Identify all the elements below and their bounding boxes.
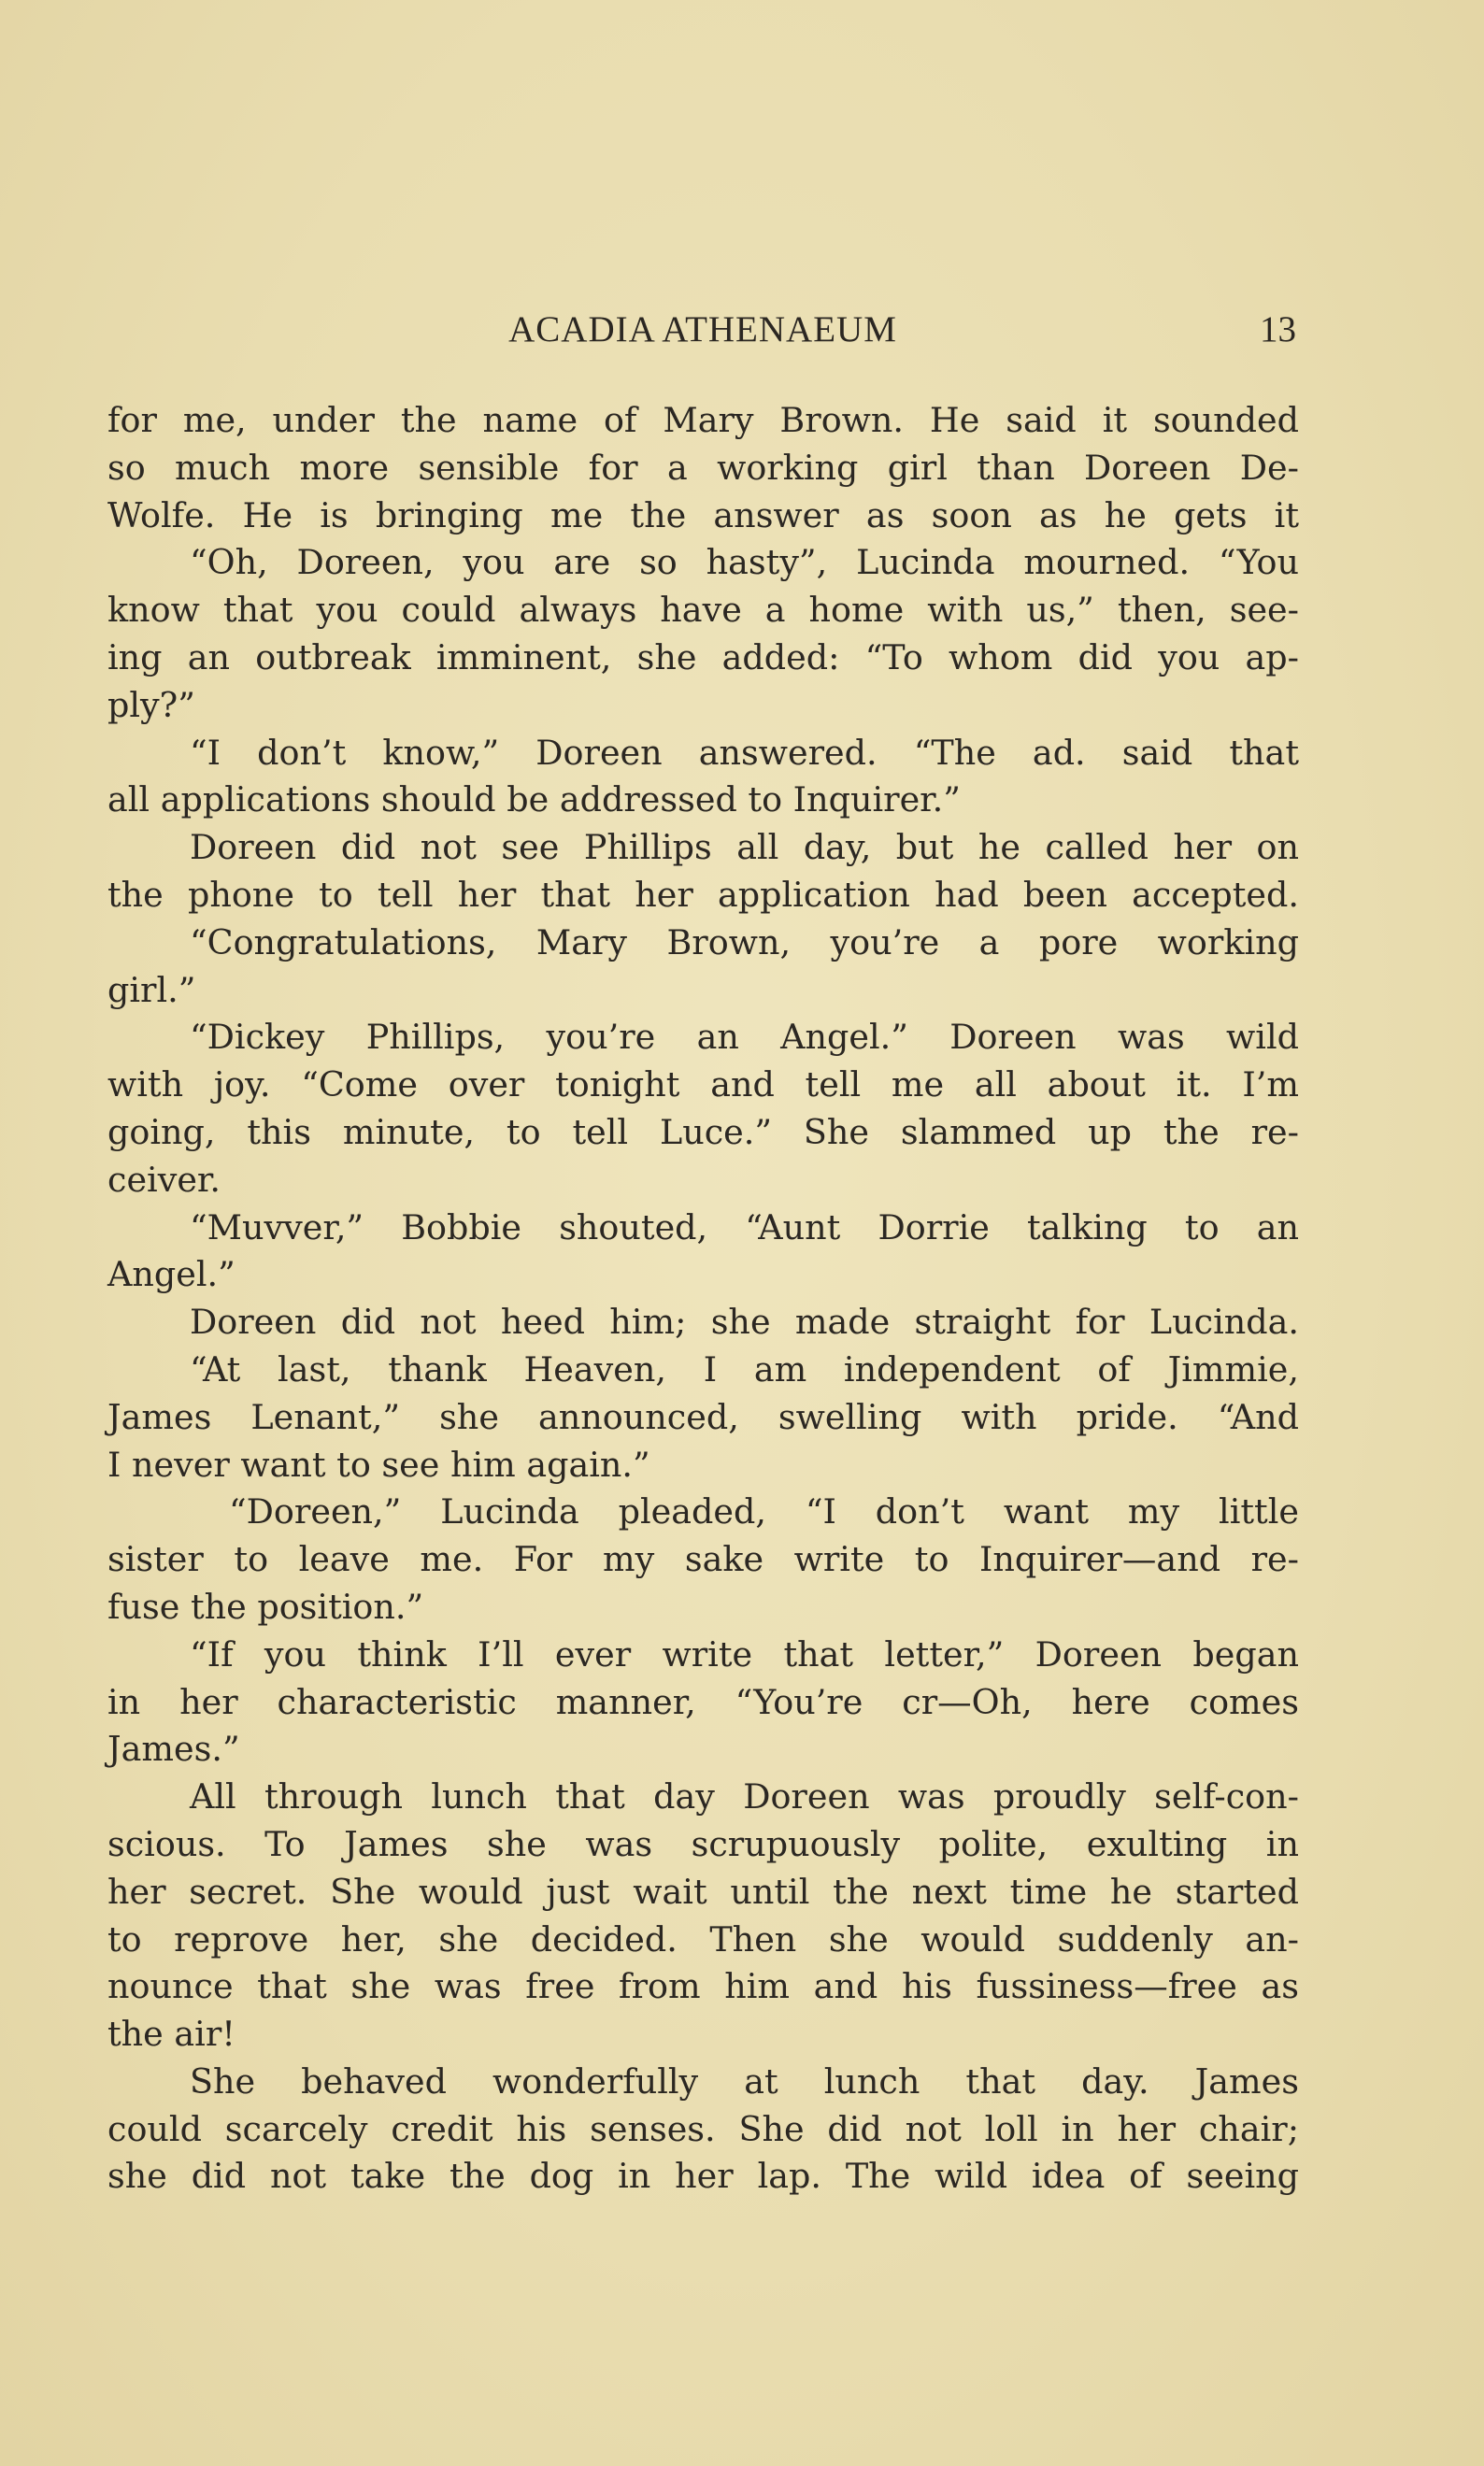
text-line: sister to leave me. For my sake write to Inquirer—and re- bbox=[107, 1539, 1299, 1580]
text-line: She behaved wonderfully at lunch that day. James bbox=[190, 2060, 1299, 2102]
text-line: “Dickey Phillips, you’re an Angel.” Doreen was wild bbox=[190, 1017, 1299, 1058]
text-line: James.” bbox=[107, 1729, 240, 1770]
body-text bbox=[107, 397, 1299, 2201]
text-line: “I don’t know,” Doreen answered. “The ad. said that bbox=[190, 732, 1299, 773]
text-line: “Congratulations, Mary Brown, you’re a pore working bbox=[190, 921, 1299, 962]
text-line: ing an outbreak imminent, she added: “To whom did you ap- bbox=[107, 636, 1299, 677]
text-lines bbox=[107, 397, 1299, 2201]
text-line: I never want to see him again.” bbox=[107, 1444, 650, 1485]
text-line: Angel.” bbox=[107, 1254, 235, 1295]
text-line: she did not take the dog in her lap. The wild idea of seeing bbox=[107, 2156, 1299, 2197]
text-line: for me, under the name of Mary Brown. He said it sounded bbox=[107, 400, 1299, 440]
text-line: “If you think I’ll ever write that letter,” Doreen began bbox=[190, 1633, 1299, 1675]
text-line: scious. To James she was scrupuously polite, exulting in bbox=[107, 1823, 1299, 1864]
text-line: her secret. She would just wait until the next time he started bbox=[107, 1871, 1299, 1912]
running-head bbox=[109, 308, 1296, 361]
text-line: fuse the position.” bbox=[107, 1586, 424, 1627]
text-line: girl.” bbox=[107, 969, 196, 1010]
text-line: ceiver. bbox=[107, 1159, 221, 1200]
page-number: 13 bbox=[1260, 309, 1296, 349]
text-line: the phone to tell her that her application had been accepted. bbox=[107, 874, 1299, 915]
text-line: so much more sensible for a working girl than Doreen De- bbox=[107, 447, 1299, 488]
text-line: All through lunch that day Doreen was proudly self-con- bbox=[190, 1776, 1299, 1817]
text-line: could scarcely credit his senses. She did not loll in her chair; bbox=[107, 2108, 1299, 2149]
text-line: the air! bbox=[107, 2014, 235, 2055]
text-line: Doreen did not see Phillips all day, but he called her on bbox=[190, 827, 1299, 868]
text-line: in her characteristic manner, “You’re cr—Oh, here comes bbox=[107, 1681, 1299, 1722]
text-line: nounce that she was free from him and his fussiness—free as bbox=[107, 1966, 1299, 2007]
text-line: Wolfe. He is bringing me the answer as soon as he gets it bbox=[107, 494, 1299, 535]
running-head-title: ACADIA ATHENAEUM bbox=[508, 309, 897, 349]
text-line: to reprove her, she decided. Then she would suddenly an- bbox=[107, 1918, 1299, 1960]
text-line: “At last, thank Heaven, I am independent of Jimmie, bbox=[190, 1348, 1299, 1390]
text-line: “Oh, Doreen, you are so hasty”, Lucinda mourned. “You bbox=[190, 542, 1299, 583]
text-line: Doreen did not heed him; she made straight for Lucinda. bbox=[190, 1302, 1299, 1343]
text-line: all applications should be addressed to Inquirer.” bbox=[107, 779, 961, 820]
text-line: “Doreen,” Lucinda pleaded, “I don’t want my little bbox=[229, 1491, 1299, 1532]
text-line: James Lenant,” she announced, swelling with pride. “And bbox=[107, 1396, 1299, 1437]
text-line: know that you could always have a home with us,” then, see- bbox=[107, 590, 1299, 631]
text-line: going, this minute, to tell Luce.” She slammed up the re- bbox=[107, 1111, 1299, 1152]
text-line: “Muvver,” Bobbie shouted, “Aunt Dorrie talking to an bbox=[190, 1206, 1299, 1247]
text-line: ply?” bbox=[107, 684, 195, 725]
text-line: with joy. “Come over tonight and tell me all about it. I’m bbox=[107, 1064, 1299, 1105]
